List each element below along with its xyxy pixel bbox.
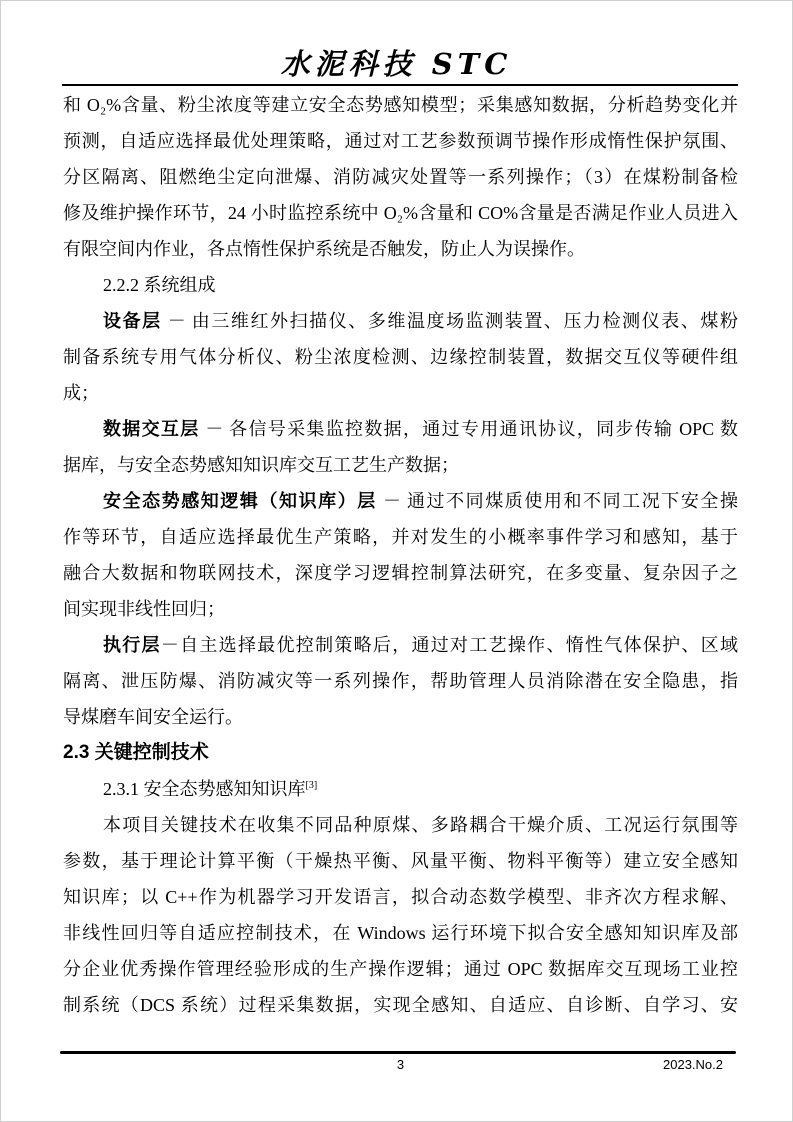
body-line [63,843,738,879]
line-text: 分区隔离、阻燃绝尘定向泄爆、消防减灾处置等一系列操作；（3）在煤粉制备检 [63,167,738,187]
line-text: 制备系统专用气体分析仪、粉尘浓度检测、边缘控制装置，数据交互仪等硬件组 [63,347,738,367]
line-text: 成； [63,383,99,403]
line-text: 作等环节，自适应选择最优生产策略，并对发生的小概率事件学习和感知，基于 [63,527,738,547]
line-text: 隔离、泄压防爆、消防减灾等一系列操作，帮助管理人员消除潜在安全隐患，指 [63,671,738,691]
line-text: 2.3.1 安全态势感知知识库 [103,779,306,799]
body-line [63,411,738,447]
journal-title: 水泥科技 STC [280,47,513,81]
body-line [63,123,738,159]
line-text: 2.3 关键控制技术 [63,742,209,763]
body-line [63,663,738,699]
line-text: 融合大数据和物联网技术，深度学习逻辑控制算法研究，在多变量、复杂因子之 [63,563,738,583]
layer-term: 数据交互层 [103,419,200,439]
footer-rule [60,1051,736,1054]
body-line [63,339,738,375]
body-line [63,483,738,519]
body-line [63,447,738,483]
line-text: － 各信号采集监控数据，通过专用通讯协议，同步传输 OPC 数 [199,419,738,439]
line-text: 本项目关键技术在收集不同品种原煤、多路耦合干燥介质、工况运行氛围等 [103,815,738,835]
body-line [63,879,738,915]
body-line [63,555,738,591]
body-line [63,951,738,987]
body-line [63,195,738,231]
line-text: 和 O₂%含量、粉尘浓度等建立安全态势感知模型；采集感知数据，分析趋势变化并 [63,95,738,115]
line-text: 有限空间内作业，各点惰性保护系统是否触发，防止人为误操作。 [63,239,585,259]
body-line [63,807,738,843]
line-text: － 通过不同煤质使用和不同工况下安全操 [376,491,738,511]
line-text: 据库，与安全态势感知知识库交互工艺生产数据； [63,455,459,475]
body-line [63,627,738,663]
line-text: 导煤磨车间安全运行。 [63,707,243,727]
header-rule [62,84,738,86]
line-text: 分企业优秀操作管理经验形成的生产操作逻辑；通过 OPC 数据库交互现场工业控 [63,959,738,979]
layer-term: 安全态势感知逻辑（知识库）层 [103,491,377,511]
body-line [63,987,738,1023]
line-text: －自主选择最优控制策略后，通过对工艺操作、惰性气体保护、区域 [160,635,738,655]
line-text: 知识库；以 C++作为机器学习开发语言，拟合动态数学模型、非齐次方程求解、 [63,887,738,907]
body-line [63,915,738,951]
line-text: 非线性回归等自适应控制技术，在 Windows 运行环境下拟合安全感知知识库及部 [63,923,738,943]
line-text: 修及维护操作环节，24 小时监控系统中 O₂%含量和 CO%含量是否满足作业人员进入 [63,203,738,223]
body-line [63,699,738,735]
issue-label: 2023.No.2 [663,1057,723,1072]
subsection-heading [63,771,738,807]
line-text: 预测，自适应选择最优处理策略，通过对工艺参数预调节操作形成惰性保护氛围、 [63,131,738,151]
body-line [63,159,738,195]
layer-term: 执行层 [103,635,161,655]
citation-ref: [3] [305,780,318,791]
line-text: 参数，基于理论计算平衡（干燥热平衡、风量平衡、物料平衡等）建立安全感知 [63,851,738,871]
body-line [63,87,738,123]
body-line [63,303,738,339]
body-line [63,519,738,555]
section-heading [63,735,738,771]
line-text: － 由三维红外扫描仪、多维温度场监测装置、压力检测仪表、煤粉 [161,311,738,331]
body-line [63,591,738,627]
article-body [63,87,738,1023]
line-text: 间实现非线性回归； [63,599,225,619]
subsection-heading [63,267,738,303]
layer-term: 设备层 [103,311,162,331]
body-line [63,231,738,267]
body-line [63,375,738,411]
line-text: 2.2.2 系统组成 [103,275,216,295]
line-text: 制系统（DCS 系统）过程采集数据，实现全感知、自适应、自诊断、自学习、安 [63,995,738,1015]
page-number: 3 [396,1057,405,1072]
